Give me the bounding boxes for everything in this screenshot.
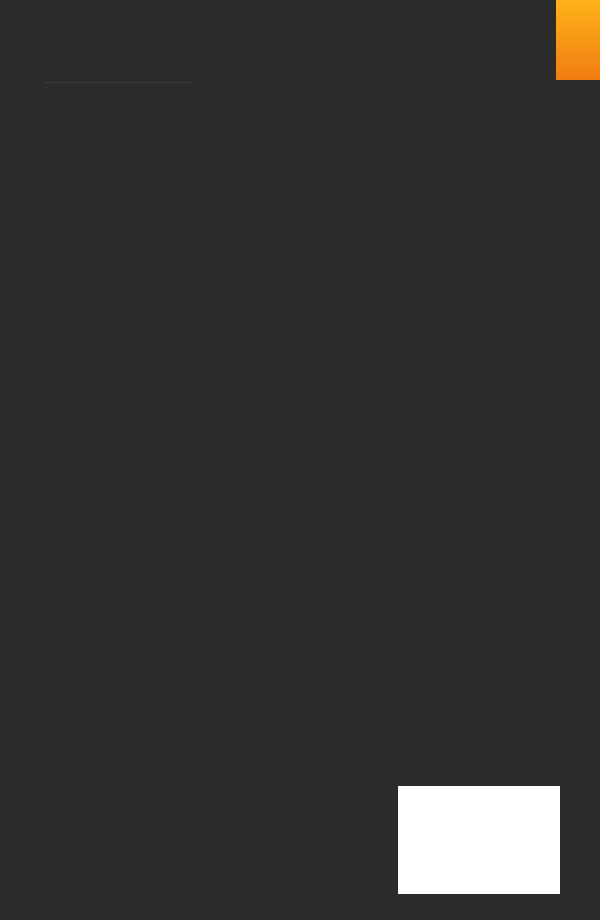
omega-logo xyxy=(44,82,194,202)
barcode-bars xyxy=(402,800,514,874)
addon-barcode-bars xyxy=(514,814,556,874)
blurb xyxy=(44,265,558,281)
void-comics-logo xyxy=(38,786,248,890)
isbn-barcode xyxy=(398,786,560,894)
spine-tab xyxy=(556,0,600,80)
void-comics-logo-graphic xyxy=(38,786,248,890)
